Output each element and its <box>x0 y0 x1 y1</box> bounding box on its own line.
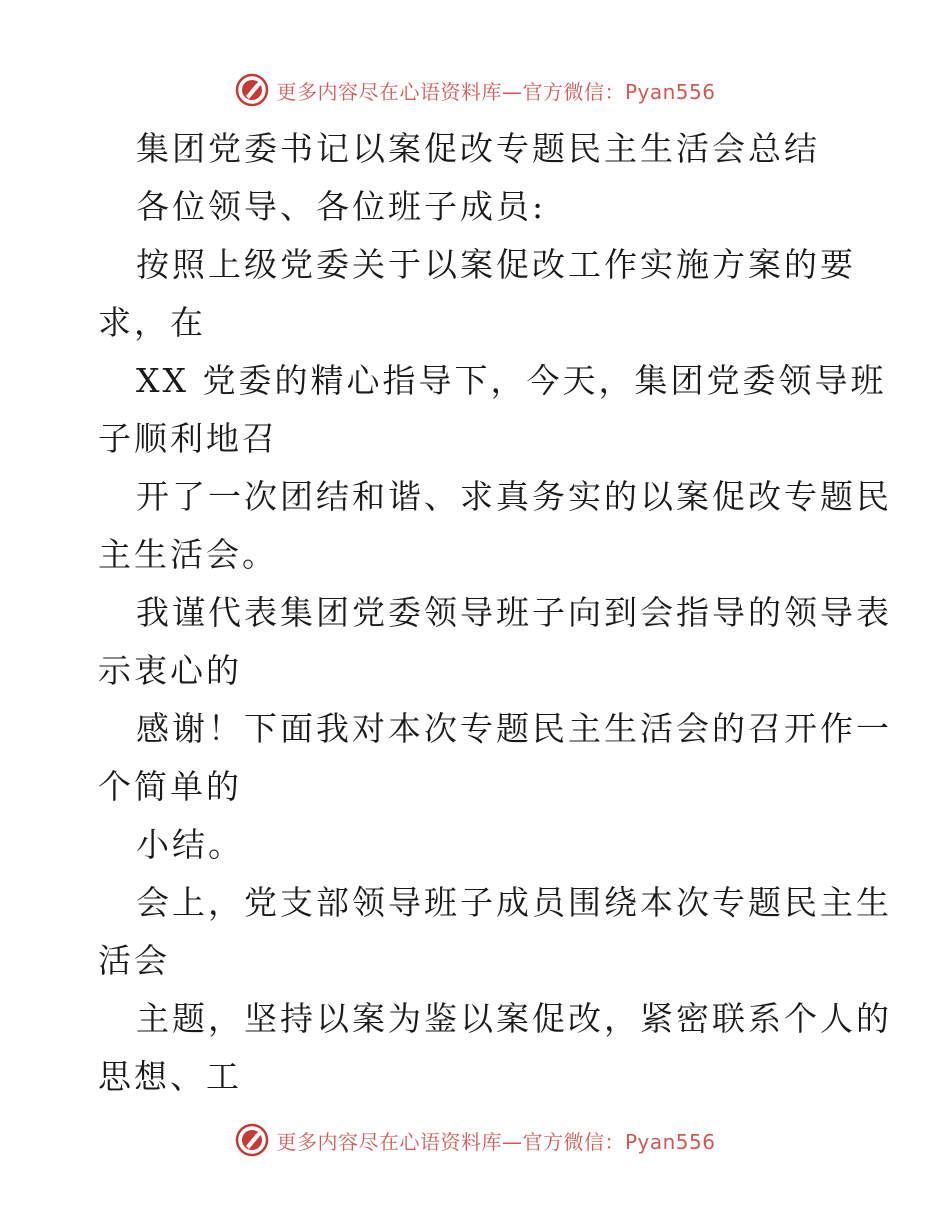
paragraph-line: 主生活会。 <box>98 535 278 574</box>
paragraph-line: 个简单的 <box>98 767 242 806</box>
paragraph-line: 示衷心的 <box>98 651 242 690</box>
paragraph-line: 感谢！下面我对本次专题民主生活会的召开作一 <box>136 709 892 748</box>
paragraph-line: 小结。 <box>136 825 244 864</box>
paragraph-line: 主题，坚持以案为鉴以案促改，紧密联系个人的 <box>136 999 892 1038</box>
pen-nib-logo-icon <box>234 1122 270 1158</box>
header-banner <box>0 70 950 110</box>
banner-text: 更多内容尽在心语资料库—官方微信：Pyan556 <box>276 1129 716 1154</box>
pen-nib-logo-icon <box>234 72 270 108</box>
footer-banner <box>0 1120 950 1160</box>
salutation: 各位领导、各位班子成员: <box>136 187 547 226</box>
paragraph-line: 求，在 <box>98 303 206 342</box>
document-body <box>98 120 892 1106</box>
paragraph-line: 按照上级党委关于以案促改工作实施方案的要 <box>136 245 856 284</box>
paragraph-line: 子顺利地召 <box>98 419 278 458</box>
paragraph-line: 活会 <box>98 941 170 980</box>
paragraph-line: 我谨代表集团党委领导班子向到会指导的领导表 <box>136 593 892 632</box>
paragraph-line: XX 党委的精心指导下，今天，集团党委领导班 <box>136 361 887 400</box>
document-title: 集团党委书记以案促改专题民主生活会总结 <box>136 129 820 168</box>
paragraph-line: 思想、工 <box>98 1057 242 1096</box>
paragraph-line: 开了一次团结和谐、求真务实的以案促改专题民 <box>136 477 892 516</box>
paragraph-line: 会上，党支部领导班子成员围绕本次专题民主生 <box>136 883 892 922</box>
banner-text: 更多内容尽在心语资料库—官方微信：Pyan556 <box>276 79 716 104</box>
